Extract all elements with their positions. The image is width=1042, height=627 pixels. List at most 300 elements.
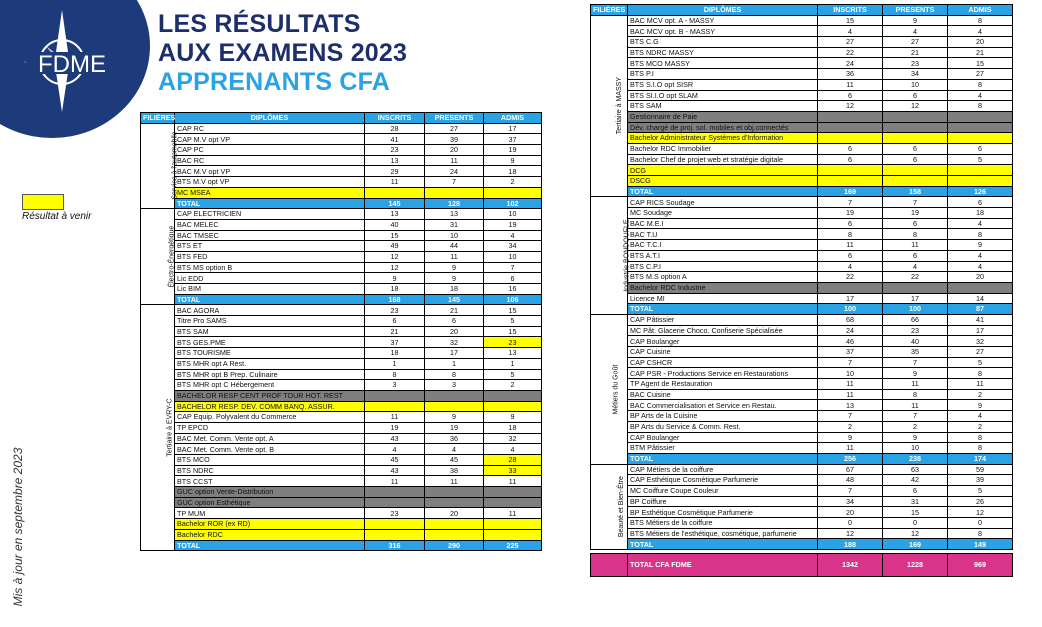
header-filieres: FILIÈRES [141, 113, 175, 124]
inscrits-cell: 13 [365, 209, 425, 220]
admis-cell: 11 [948, 379, 1013, 390]
admis-cell: 15 [948, 58, 1013, 69]
admis-cell: 28 [484, 455, 542, 466]
diplome-cell: Bachelor Administrateur Systèmes d'Information [628, 133, 818, 144]
inscrits-cell: 46 [818, 336, 883, 347]
presents-cell [425, 401, 484, 412]
presents-cell: 9 [425, 262, 484, 273]
presents-cell: 6 [425, 316, 484, 327]
admis-cell: 19 [484, 145, 542, 156]
admis-cell: 8 [948, 368, 1013, 379]
admis-cell: 14 [948, 293, 1013, 304]
total-inscrits: 100 [818, 304, 883, 315]
diplome-cell: CAP ELECTRICIEN [175, 209, 365, 220]
presents-cell: 8 [425, 369, 484, 380]
table-row [141, 348, 542, 359]
inscrits-cell: 6 [818, 143, 883, 154]
presents-cell: 4 [425, 444, 484, 455]
diplome-cell: BAC TMSEC [175, 230, 365, 241]
table-row [591, 15, 1013, 26]
presents-cell: 63 [883, 464, 948, 475]
diplome-cell: BTS MHR opt C Hébergement [175, 380, 365, 391]
admis-cell: 0 [948, 518, 1013, 529]
table-row [591, 37, 1013, 48]
inscrits-cell: 43 [365, 465, 425, 476]
table-row [141, 305, 542, 316]
admis-cell [484, 401, 542, 412]
presents-cell [425, 487, 484, 498]
title-line-2: AUX EXAMENS 2023 [158, 39, 408, 67]
total-admis: 174 [948, 453, 1013, 464]
inscrits-cell: 7 [818, 357, 883, 368]
admis-cell: 4 [948, 411, 1013, 422]
inscrits-cell [365, 519, 425, 530]
filiere-name: Service à l'automobile [171, 131, 179, 201]
admis-cell: 26 [948, 496, 1013, 507]
table-row [141, 262, 542, 273]
presents-cell: 10 [883, 443, 948, 454]
presents-cell [883, 165, 948, 176]
presents-cell: 21 [425, 305, 484, 316]
diplome-cell: DSCG [628, 176, 818, 187]
total-row [591, 453, 1013, 464]
inscrits-cell: 6 [818, 250, 883, 261]
diplome-cell: CAP PSR - Productions Service en Restaurations [628, 368, 818, 379]
inscrits-cell: 27 [818, 37, 883, 48]
grand-total-presents: 1228 [883, 554, 948, 577]
diplome-cell: CAP Boulanger [628, 336, 818, 347]
table-row [591, 475, 1013, 486]
inscrits-cell: 48 [818, 475, 883, 486]
inscrits-cell: 11 [365, 476, 425, 487]
presents-cell: 8 [883, 229, 948, 240]
filiere-label [141, 123, 179, 209]
inscrits-cell: 3 [365, 380, 425, 391]
admis-cell [484, 187, 542, 198]
table-row [141, 487, 542, 498]
presents-cell: 40 [883, 336, 948, 347]
table-row [141, 241, 542, 252]
inscrits-cell [818, 133, 883, 144]
admis-cell: 10 [484, 251, 542, 262]
table-row [591, 347, 1013, 358]
presents-cell: 6 [883, 485, 948, 496]
inscrits-cell: 11 [818, 443, 883, 454]
table-row [141, 284, 542, 295]
admis-cell: 2 [948, 421, 1013, 432]
table-row [141, 219, 542, 230]
presents-cell: 27 [883, 37, 948, 48]
total-row [591, 539, 1013, 550]
presents-cell: 22 [883, 272, 948, 283]
table-row [591, 218, 1013, 229]
legend-swatch [22, 194, 64, 210]
diplome-cell: CAP Esthétique Cosmétique Parfumerie [628, 475, 818, 486]
admis-cell: 10 [484, 209, 542, 220]
table-row [591, 143, 1013, 154]
diplome-cell: MC Soudage [628, 208, 818, 219]
title-line-1: LES RÉSULTATS [158, 10, 361, 38]
table-row [591, 464, 1013, 475]
presents-cell: 9 [883, 368, 948, 379]
admis-cell: 15 [484, 305, 542, 316]
presents-cell: 7 [883, 411, 948, 422]
table-row [141, 123, 542, 134]
presents-cell [883, 122, 948, 133]
diplome-cell: BTS Métiers de la coiffure [628, 518, 818, 529]
diplome-cell: BTS MHR opt B Prep. Culinaire [175, 369, 365, 380]
table-row [141, 369, 542, 380]
total-label: TOTAL [175, 540, 365, 551]
diplome-cell: BTS GES.PME [175, 337, 365, 348]
inscrits-cell [365, 487, 425, 498]
presents-cell: 3 [425, 380, 484, 391]
presents-cell: 23 [883, 325, 948, 336]
presents-cell: 23 [883, 58, 948, 69]
title-line-3: APPRENANTS CFA [158, 68, 390, 96]
diplome-cell: CAP RICS Soudage [628, 197, 818, 208]
admis-cell: 27 [948, 69, 1013, 80]
inscrits-cell [365, 401, 425, 412]
table-row [591, 261, 1013, 272]
table-row [591, 368, 1013, 379]
filiere-name: Tertiaire à EVRY-C [166, 398, 174, 457]
table-row [591, 421, 1013, 432]
admis-cell [484, 519, 542, 530]
diplome-cell: CAP Equip. Polyvalent du Commerce [175, 412, 365, 423]
inscrits-cell: 19 [818, 208, 883, 219]
diplome-cell: BTS C.P.I [628, 261, 818, 272]
admis-cell: 8 [948, 79, 1013, 90]
presents-cell: 13 [425, 209, 484, 220]
admis-cell: 21 [948, 47, 1013, 58]
presents-cell: 20 [425, 508, 484, 519]
inscrits-cell: 6 [365, 316, 425, 327]
table-row [591, 507, 1013, 518]
diplome-cell: CAP PC [175, 145, 365, 156]
admis-cell: 23 [484, 337, 542, 348]
presents-cell: 17 [425, 348, 484, 359]
inscrits-cell: 22 [818, 272, 883, 283]
diplome-cell: BAC Met. Comm. Vente opt. B [175, 444, 365, 455]
table-header [141, 113, 542, 124]
inscrits-cell: 6 [818, 154, 883, 165]
presents-cell: 19 [425, 422, 484, 433]
filiere-label [591, 15, 628, 197]
table-row [141, 497, 542, 508]
admis-cell: 4 [948, 250, 1013, 261]
diplome-cell: Bachelor RDC Immobilier [628, 143, 818, 154]
presents-cell: 15 [883, 507, 948, 518]
diplome-cell: BTS NDRC MASSY [628, 47, 818, 58]
admis-cell: 37 [484, 134, 542, 145]
diplome-cell: Licence MI [628, 293, 818, 304]
admis-cell: 9 [948, 240, 1013, 251]
diplome-cell: BTS A.T.I [628, 250, 818, 261]
total-label: TOTAL [628, 304, 818, 315]
diplome-cell: BTS MCO MASSY [628, 58, 818, 69]
admis-cell: 8 [948, 101, 1013, 112]
admis-cell: 2 [484, 380, 542, 391]
presents-cell: 6 [883, 90, 948, 101]
grand-total-row [591, 554, 1013, 577]
total-label: TOTAL [175, 294, 365, 305]
inscrits-cell: 40 [365, 219, 425, 230]
inscrits-cell: 28 [365, 123, 425, 134]
table-row [591, 314, 1013, 325]
inscrits-cell: 37 [818, 347, 883, 358]
filiere-label [141, 209, 175, 305]
table-row [591, 111, 1013, 122]
table-row [591, 379, 1013, 390]
diplome-cell: TP MUM [175, 508, 365, 519]
admis-cell: 4 [484, 444, 542, 455]
presents-cell: 12 [883, 528, 948, 539]
diplome-cell: Bachelor Chef de projet web et stratégie digitale [628, 154, 818, 165]
fdme-logo [0, 0, 150, 140]
presents-cell [883, 282, 948, 293]
filiere-name: Tertiaire à MASSY [615, 77, 623, 135]
admis-cell: 6 [948, 197, 1013, 208]
diplome-cell: BTS C.G [628, 37, 818, 48]
diplome-cell: BTS MHR opt A Rest. [175, 358, 365, 369]
admis-cell: 15 [484, 326, 542, 337]
total-label: TOTAL [628, 539, 818, 550]
inscrits-cell: 18 [365, 348, 425, 359]
table-row [591, 496, 1013, 507]
table-row [591, 122, 1013, 133]
table-row [591, 79, 1013, 90]
admis-cell: 5 [484, 316, 542, 327]
inscrits-cell [365, 187, 425, 198]
diplome-cell: BTS Métiers de l'esthétique, cosmétique, parfumerie [628, 528, 818, 539]
diplome-cell: BAC Cuisine [628, 389, 818, 400]
diplome-cell: BAC T.C.I [628, 240, 818, 251]
diplome-cell: CAP M.V opt VP [175, 134, 365, 145]
table-row [141, 177, 542, 188]
inscrits-cell: 4 [818, 261, 883, 272]
presents-cell: 11 [883, 379, 948, 390]
diplome-cell: BTS P.I [628, 69, 818, 80]
presents-cell: 45 [425, 455, 484, 466]
presents-cell: 9 [425, 412, 484, 423]
admis-cell [484, 390, 542, 401]
inscrits-cell: 68 [818, 314, 883, 325]
admis-cell: 33 [484, 465, 542, 476]
admis-cell [484, 497, 542, 508]
presents-cell: 18 [425, 284, 484, 295]
presents-cell: 44 [425, 241, 484, 252]
presents-cell: 4 [883, 261, 948, 272]
diplome-cell: CAP Pâtissier [628, 314, 818, 325]
diplome-cell: GUC option Esthétique [175, 497, 365, 508]
presents-cell [425, 187, 484, 198]
filiere-name: Industrie BONDOUFLE [623, 219, 631, 292]
diplome-cell: Bachelor RDC [175, 529, 365, 540]
presents-cell: 6 [883, 143, 948, 154]
total-presents: 169 [883, 539, 948, 550]
inscrits-cell: 12 [818, 101, 883, 112]
grand-total-blank [591, 554, 628, 577]
table-row [141, 316, 542, 327]
diplome-cell: GUC option Vente-Distribution [175, 487, 365, 498]
table-row [141, 380, 542, 391]
admis-cell: 8 [948, 432, 1013, 443]
filiere-label [591, 314, 628, 464]
admis-cell: 18 [948, 208, 1013, 219]
inscrits-cell [818, 165, 883, 176]
admis-cell: 4 [948, 26, 1013, 37]
header-diplomes: DIPLÔMES [175, 113, 365, 124]
diplome-cell: BAC M.E.I [628, 218, 818, 229]
presents-cell: 9 [883, 432, 948, 443]
admis-cell: 4 [484, 230, 542, 241]
table-row [591, 26, 1013, 37]
table-row [591, 293, 1013, 304]
diplome-cell: BACHELOR RESP. DEV. COMM BANQ. ASSUR. [175, 401, 365, 412]
admis-cell: 8 [948, 15, 1013, 26]
inscrits-cell: 11 [365, 412, 425, 423]
presents-cell: 36 [425, 433, 484, 444]
diplome-cell: Lic BIM [175, 284, 365, 295]
table-row [141, 390, 542, 401]
table-row [141, 209, 542, 220]
presents-cell [425, 390, 484, 401]
inscrits-cell: 11 [818, 79, 883, 90]
total-presents: 158 [883, 186, 948, 197]
table-row [591, 411, 1013, 422]
inscrits-cell: 12 [818, 528, 883, 539]
admis-cell: 9 [484, 155, 542, 166]
table-header [591, 5, 1013, 16]
diplome-cell: BTS NDRC [175, 465, 365, 476]
presents-cell: 20 [425, 145, 484, 156]
inscrits-cell: 11 [365, 177, 425, 188]
diplome-cell: BTS SAM [175, 326, 365, 337]
inscrits-cell: 8 [818, 229, 883, 240]
inscrits-cell: 12 [365, 251, 425, 262]
admis-cell: 39 [948, 475, 1013, 486]
inscrits-cell [365, 497, 425, 508]
presents-cell: 35 [883, 347, 948, 358]
table-row [141, 134, 542, 145]
inscrits-cell: 11 [818, 240, 883, 251]
total-label: TOTAL [628, 453, 818, 464]
table-row [141, 508, 542, 519]
header-admis: ADMIS [948, 5, 1013, 16]
inscrits-cell: 6 [818, 218, 883, 229]
diplome-cell: CAP Cuisine [628, 347, 818, 358]
inscrits-cell: 9 [365, 273, 425, 284]
total-presents: 100 [883, 304, 948, 315]
total-admis: 225 [484, 540, 542, 551]
admis-cell [948, 165, 1013, 176]
table-row [591, 389, 1013, 400]
filiere-name: Métiers du Goût [612, 364, 620, 415]
total-presents: 238 [883, 453, 948, 464]
filiere-label [141, 305, 175, 551]
presents-cell: 9 [883, 15, 948, 26]
inscrits-cell: 11 [818, 379, 883, 390]
diplome-cell: BP Arts du Service & Comm. Rest. [628, 421, 818, 432]
admis-cell: 4 [948, 90, 1013, 101]
total-inscrits: 316 [365, 540, 425, 551]
table-row [141, 251, 542, 262]
inscrits-cell: 1 [365, 358, 425, 369]
table-row [591, 250, 1013, 261]
total-presents: 145 [425, 294, 484, 305]
inscrits-cell: 23 [365, 305, 425, 316]
diplome-cell: TP EPCD [175, 422, 365, 433]
total-inscrits: 145 [365, 198, 425, 209]
table-row [591, 58, 1013, 69]
presents-cell: 20 [425, 326, 484, 337]
diplome-cell: CAP RC [175, 123, 365, 134]
total-row [141, 294, 542, 305]
presents-cell: 27 [425, 123, 484, 134]
diplome-cell: CAP CSHCR [628, 357, 818, 368]
header-inscrits: INSCRITS [365, 113, 425, 124]
table-row [591, 208, 1013, 219]
total-admis: 106 [484, 294, 542, 305]
table-row [141, 273, 542, 284]
table-row [141, 529, 542, 540]
admis-cell: 5 [948, 154, 1013, 165]
inscrits-cell: 24 [818, 325, 883, 336]
presents-cell: 6 [883, 218, 948, 229]
inscrits-cell [365, 390, 425, 401]
diplome-cell: TP Agent de Restauration [628, 379, 818, 390]
header-presents: PRESENTS [425, 113, 484, 124]
table-row [591, 443, 1013, 454]
filiere-name: Beauté et Bien-Être [617, 476, 625, 538]
table-row [591, 336, 1013, 347]
left-results-table [140, 112, 542, 551]
admis-cell: 9 [484, 412, 542, 423]
admis-cell: 2 [484, 177, 542, 188]
presents-cell: 38 [425, 465, 484, 476]
diplome-cell: BTM Pâtissier [628, 443, 818, 454]
right-results-table [590, 4, 1013, 577]
presents-cell: 21 [883, 47, 948, 58]
grand-total-label: TOTAL CFA FDME [628, 554, 818, 577]
diplome-cell: BTS MCO [175, 455, 365, 466]
inscrits-cell: 43 [365, 433, 425, 444]
page-title [158, 10, 407, 97]
admis-cell [948, 133, 1013, 144]
diplome-cell: CAP Boulanger [628, 432, 818, 443]
admis-cell: 17 [948, 325, 1013, 336]
total-label: TOTAL [175, 198, 365, 209]
diplome-cell: BTS MS option B [175, 262, 365, 273]
diplome-cell: BTS SI.I.O opt SLAM [628, 90, 818, 101]
header-inscrits: INSCRITS [818, 5, 883, 16]
presents-cell: 11 [883, 400, 948, 411]
header-presents: PRESENTS [883, 5, 948, 16]
table-row [591, 240, 1013, 251]
inscrits-cell: 15 [818, 15, 883, 26]
admis-cell: 5 [948, 485, 1013, 496]
presents-cell [425, 519, 484, 530]
admis-cell: 7 [484, 262, 542, 273]
inscrits-cell: 0 [818, 518, 883, 529]
presents-cell: 11 [425, 155, 484, 166]
presents-cell: 7 [425, 177, 484, 188]
diplome-cell: Titre Pro SAMS [175, 316, 365, 327]
legend-label: Résultat à venir [22, 211, 92, 222]
admis-cell: 5 [948, 357, 1013, 368]
admis-cell: 34 [484, 241, 542, 252]
